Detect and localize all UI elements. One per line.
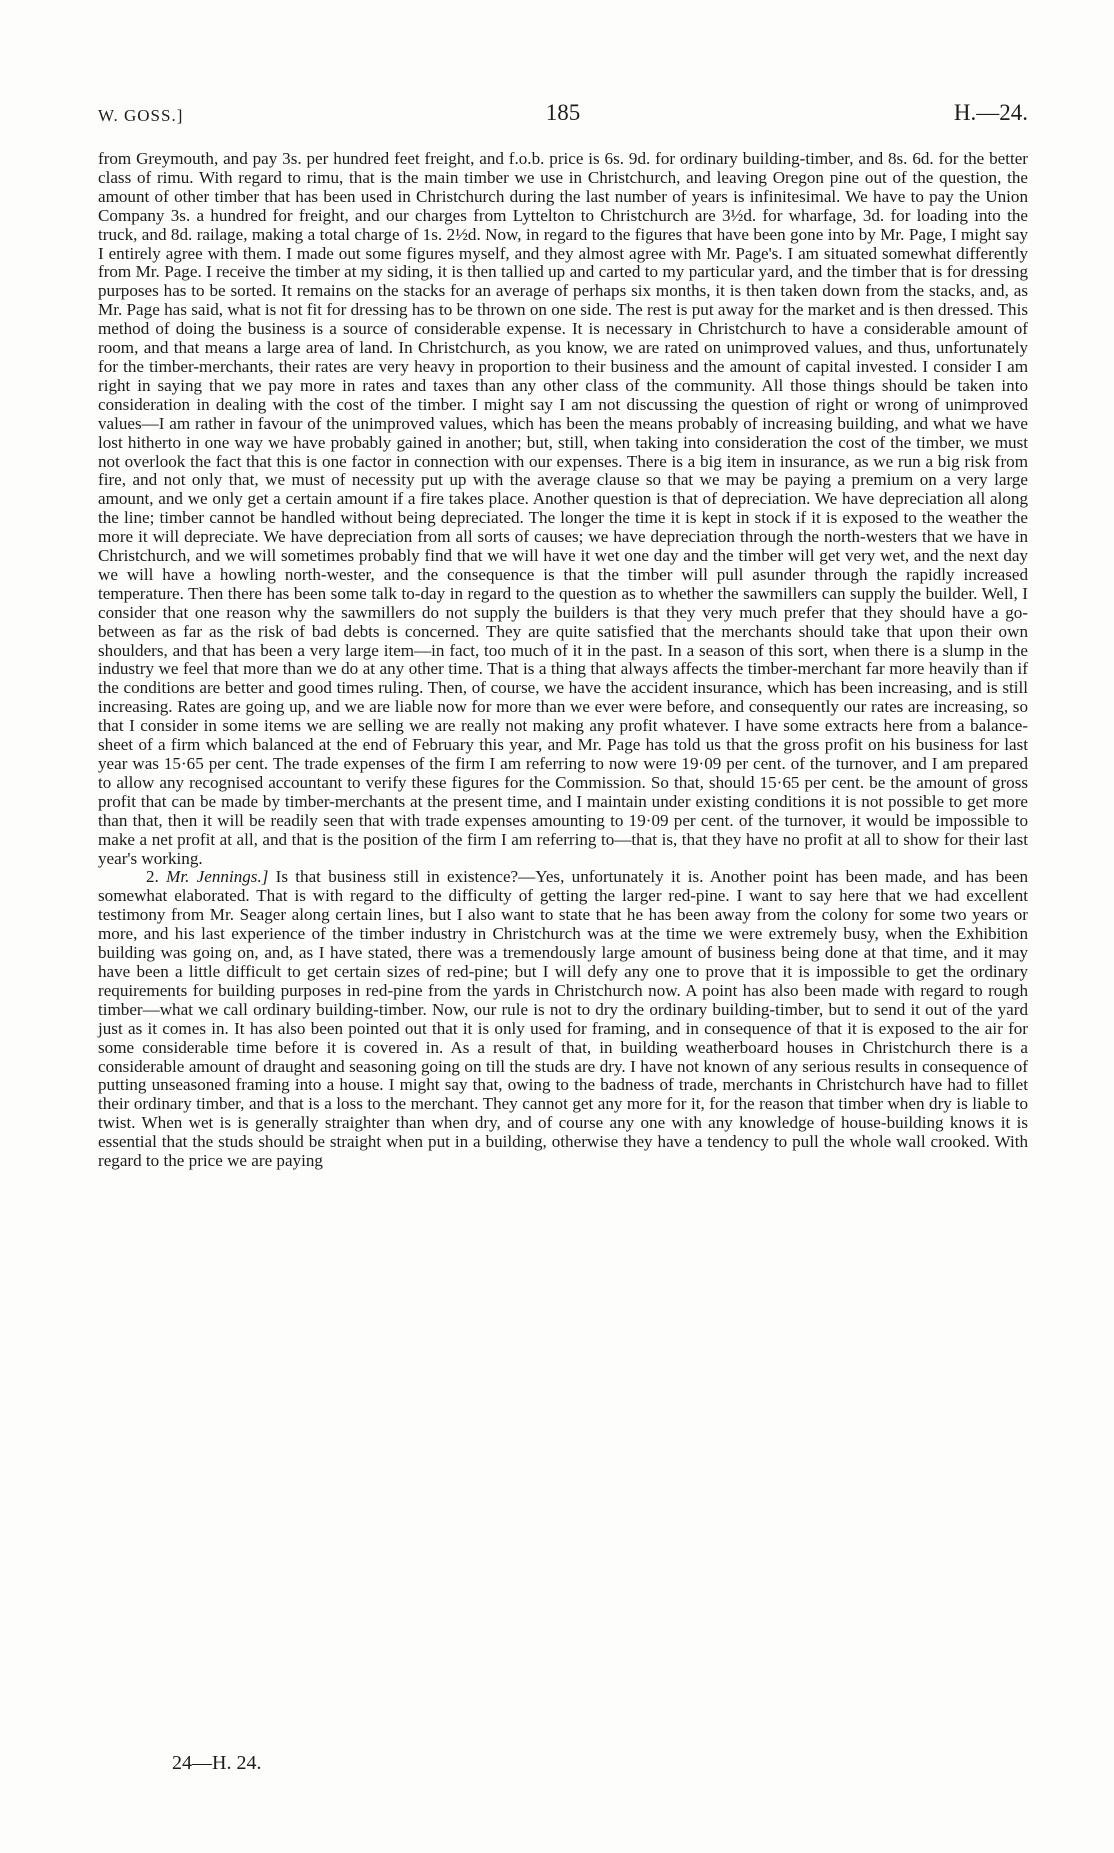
page-body	[98, 150, 1028, 1171]
document-reference: H.—24.	[953, 100, 1028, 125]
page-number: 185	[545, 100, 581, 125]
paragraph-1: from Greymouth, and pay 3s. per hundred feet freight, and f.o.b. price is 6s. 9d. for ordinary building-timber, and 8s. 6d. for the better class of rimu. With regard to rimu, that is the main timber we use in Christchurch, and leaving Oregon pine out of the question, the amount of other timber that has been used in Christchurch during the last number of years is infinitesimal. We have to pay the Union Company 3s. a hundred for freight, and our charges from Lyttelton to Christchurch are 3½d. for wharfage, 3d. for loading into the truck, and 8d. railage, making a total charge of 1s. 2½d. Now, in regard to the figures that have been gone into by Mr. Page, I might say I entirely agree with them. I made out some figures myself, and they almost agree with Mr. Page's. I am situated somewhat differently from Mr. Page. I receive the timber at my siding, it is then tallied up and carted to my particular yard, and the timber that is for dressing purposes has to be sorted. It remains on the stacks for an average of perhaps six months, it is then taken down from the stacks, and, as Mr. Page has said, what is not fit for dressing has to be thrown on one side. The rest is put away for the market and is then dressed. This method of doing the business is a source of considerable expense. It is necessary in Christchurch to have a considerable amount of room, and that means a large area of land. In Christchurch, as you know, we are rated on unimproved values, and thus, unfortunately for the timber-merchants, their rates are very heavy in proportion to their business and the amount of capital invested. I consider I am right in saying that we pay more in rates and taxes than any other class of the community. All those things should be taken into consideration in dealing with the cost of the timber. I might say I am not discussing the question of right or wrong of unimproved values—I am rather in favour of the unimproved values, which has been the means probably of increasing building, and what we have lost hitherto in one way we have probably gained in another; but, still, when taking into consideration the cost of the timber, we must not overlook the fact that this is one factor in connection with our expenses. There is a big item in insurance, as we run a big risk from fire, and not only that, we must of necessity put up with the average clause so that we may be paying a premium on a very large amount, and we only get a certain amount if a fire takes place. Another question is that of depreciation. We have depreciation all along the line; timber cannot be handled without being depreciated. The longer the time it is kept in stock if it is exposed to the weather the more it will depreciate. We have depreciation from all sorts of causes; we have depreciation through the north-westers that we have in Christchurch, and we will sometimes probably find that we will have it wet one day and the timber will get very wet, and the next day we will have a howling north-wester, and the consequence is that the timber will pull asunder through the rapidly increased temperature. Then there has been some talk to-day in regard to the question as to whether the sawmillers can supply the builder. Well, I consider that one reason why the sawmillers do not supply the builders is that they very much prefer that they should have a go-between as far as the risk of bad debts is concerned. They are quite satisfied that the merchants should take that upon their own shoulders, and that has been a very large item—in fact, too much of it in the past. In a season of this sort, when there is a slump in the industry we feel that more than we do at any other time. That is a thing that always affects the timber-merchant far more heavily than if the conditions are better and good times ruling. Then, of course, we have the accident insurance, which has been increasing, and is still increasing. Rates are going up, and we are liable now for more than we ever were before, and consequently our rates are increasing, so that I consider in some items we are selling we are really not making any profit whatever. I have some extracts here from a balance-sheet of a firm which balanced at the end of February this year, and Mr. Page has told us that the gross profit on his business for last year was 15·65 per cent. The trade expenses of the firm I am referring to now were 19·09 per cent. of the turnover, and I am prepared to allow any recognised accountant to verify these figures for the Commission. So that, should 15·65 per cent. be the amount of gross profit that can be made by timber-merchants at the present time, and I maintain under existing conditions it is not possible to get more than that, then it will be readily seen that with trade expenses amounting to 19·09 per cent. of the turnover, it would be impossible to make a net profit at all, and that is the position of the firm I am referring to—that is, that they have no profit at all to show for their last year's working.	[98, 149, 1028, 868]
page-header	[98, 100, 1028, 134]
paragraph-2	[98, 868, 1028, 1171]
questioner-name: Mr. Jennings.]	[166, 867, 269, 887]
witness-name: W. GOSS.]	[98, 106, 184, 125]
page-footer-signature: 24—H. 24.	[172, 1752, 262, 1774]
question-number: 2.	[146, 867, 159, 887]
paragraph-2-text: Is that business still in existence?—Yes, unfortunately it is. Another point has been made, and has been somewhat elaborated. That is with regard to the difficulty of getting the larger red-pine. I want to say here that we had excellent testimony from Mr. Seager along certain lines, but I also want to state that he has been away from the colony for some two years or more, and his last experience of the timber industry in Christchurch was at the time we were extremely busy, when the Exhibition building was going on, and, as I have stated, there was a tremendously large amount of business being done at that time, and it may have been a little difficult to get certain sizes of red-pine; but I will defy any one to prove that it is impossible to get the ordinary requirements for building purposes in red-pine from the yards in Christchurch now. A point has also been made with regard to rough timber—what we call ordinary building-timber. Now, our rule is not to dry the ordinary building-timber, but to send it out of the yard just as it comes in. It has also been pointed out that it is only used for framing, and in consequence of that it is exposed to the air for some considerable time before it is covered in. As a result of that, in building weatherboard houses in Christchurch there is a considerable amount of draught and seasoning going on till the studs are dry. I have not known of any serious results in consequence of putting unseasoned framing into a house. I might say that, owing to the badness of trade, merchants in Christchurch have had to fillet their ordinary timber, and that is a loss to the merchant. They cannot get any more for it, for the reason that timber when dry is liable to twist. When wet is is generally straighter than when dry, and of course any one with any knowledge of house-building knows it is essential that the studs should be straight when put in a building, otherwise they have a tendency to pull the whole wall crooked. With regard to the price we are paying	[98, 867, 1029, 1171]
